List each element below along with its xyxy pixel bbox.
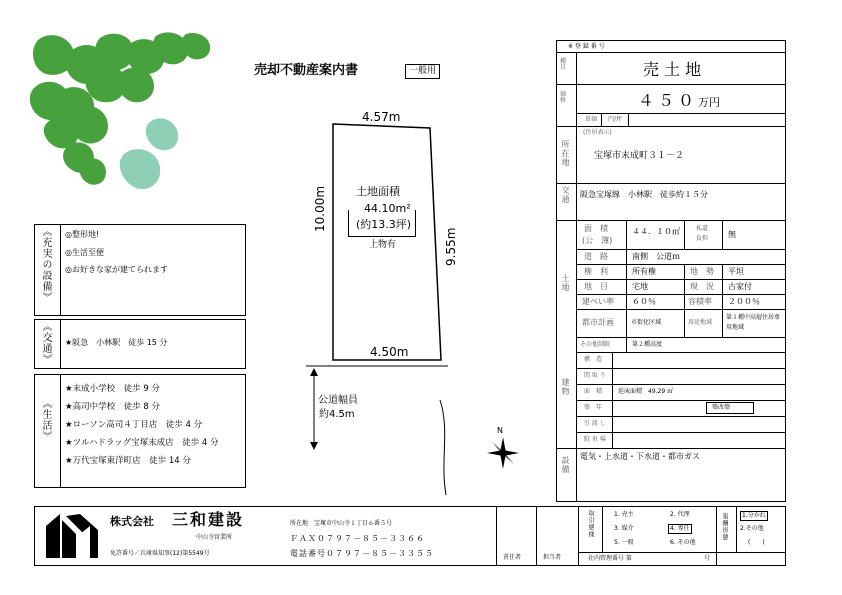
life-item: ★ツルハドラッグ宝塚末成店 徒歩 4 分 [65,438,219,448]
land-value: 古家付 [728,282,752,291]
branch-name: 中山寺営業所 [196,534,233,541]
road-edge [440,400,446,495]
type-value: 売 土 地 [643,60,702,79]
road-label: 公道幅員 [318,395,358,406]
land-value: ２００％ [728,297,760,306]
compass-icon [486,436,520,470]
land-key: 私道負担 [696,225,709,242]
company-fax: ＦＡＸ０７９７－８５－３３６６ [290,534,425,543]
life-title: 《生活》 [40,398,51,442]
land-key: 建ぺい率 [582,297,614,306]
land-key: 面 積 [584,224,608,233]
land-value: ４４．１０㎡ [632,227,680,236]
leaf-decoration [30,30,220,215]
price-unit: 万円 [698,96,720,109]
location-note: (住居表示) [583,129,612,136]
registration-no: ※ 登 録 番 号 [568,43,605,50]
land-key: 容積率 [688,297,712,306]
plot-top-width: 4.57m [362,110,401,124]
plot-bottom-width: 4.50m [370,345,409,359]
price-value: ４５０ [638,91,699,110]
price-label: 価格 [560,91,567,104]
fee-option[interactable]: ( ) [748,539,765,546]
building-key: 引 渡 し [584,420,606,427]
location-label: 所在地 [561,140,570,167]
fee-title: 報酬形態 [721,513,728,541]
trade-option[interactable]: 3. 媒介 [614,525,634,532]
area-tsubo: (約13.3坪) [356,218,412,231]
north-label: N [497,426,503,435]
trade-option[interactable]: 4. 専任 [670,525,690,532]
price-per-tsubo: 円/坪 [608,116,623,123]
trade-option[interactable]: 6. その他 [670,539,696,546]
type-label: 種目 [560,58,567,71]
trade-option[interactable]: 5. 一般 [614,539,634,546]
traffic-label: 交通 [561,186,570,204]
building-key: 築 年 [584,404,603,411]
area-sqm: 44.10m² [364,202,411,215]
land-value: 第１種中高層住居専用地域 [726,314,781,331]
facilities-item: ◎整形地! [65,230,100,239]
building-key: 面 積 [584,388,603,395]
facilities-item: ◎生活至便 [65,248,104,257]
land-value: 市街化区域 [631,319,662,326]
management-suffix: 号 [704,555,711,562]
plot-right-length: 9.55m [444,227,458,266]
road-width: 約4.5m [319,409,355,420]
life-item: ★高司中学校 徒歩 8 分 [65,402,160,412]
trade-option[interactable]: 2. 代理 [670,511,690,518]
document-title: 売却不動産案内書 [254,63,359,78]
location-value: 宝塚市末成町３１－２ [594,151,685,161]
land-key: 地 勢 [690,267,714,276]
management-no: 社内管理番号 第 [588,555,632,562]
land-label: 土地 [561,274,570,292]
land-key: 権 利 [584,267,608,276]
building-value: 延床面積 49.29 ㎡ [618,388,674,395]
land-key: 用途地域 [688,319,713,326]
land-key: 都市計画 [582,318,614,327]
land-value: 平坦 [728,267,744,276]
land-value: 無 [728,230,736,239]
facilities-item: ◎お好きな家が建てられます [65,265,168,274]
company-prefix: 株式会社 [110,515,154,528]
trade-option[interactable]: 1. 売主 [614,511,634,518]
land-value: 所有権 [632,267,656,276]
land-key: 地 目 [584,282,608,291]
company-logo [44,512,100,560]
plot-diagram [290,100,480,500]
staff-label: 担当者 [543,554,562,561]
usage-badge: 一般用 [405,64,440,79]
transport-item: ★阪急 小林駅 徒歩 15 分 [65,338,168,347]
land-value: 第２種高度 [632,341,663,348]
transport-title: 《交通》 [40,321,51,365]
fee-option[interactable]: 2.その他 [740,525,764,532]
land-value: ６０％ [632,297,656,306]
facility-label: 設備 [561,456,570,474]
plot-left-length: 10.00m [313,185,327,232]
life-item: ★ローソン高司４丁目店 徒歩 4 分 [65,420,203,430]
land-key: 現 況 [690,282,714,291]
life-item: ★末成小学校 徒歩 9 分 [65,384,160,394]
structure-note: 上物有 [369,240,397,250]
land-key: (公 簿) [582,236,613,245]
company-tel: 電話番号０７９７－８５－３３５５ [290,549,434,558]
company-address: 所在地 宝塚市中山寺１丁目６番５号 [290,520,393,527]
company-name: 三和建設 [172,510,245,529]
facility-value: 電気・上水道・下水道・都市ガス [580,452,700,461]
land-value: 宅地 [632,282,648,291]
trade-title: 取引態様 [587,510,594,538]
building-key: 駐 車 場 [584,436,606,443]
building-extra: 築改築 [712,404,731,411]
life-item: ★万代宝塚東洋町店 徒歩 14 分 [65,456,191,466]
building-key: 構 造 [584,356,603,363]
land-key: その他制限 [580,341,611,348]
facilities-title: 《充実の設備》 [40,226,51,303]
manager-label: 責任者 [503,554,522,561]
land-value: 南側 公道ｍ [632,252,680,261]
price-unit-label: 単価 [585,116,598,123]
area-label: 土地面積 [356,185,400,198]
building-label: 建物 [561,378,570,396]
fee-option[interactable]: 1.分かれ [742,512,766,519]
traffic-value: 阪急宝塚線 小林駅 徒歩約１５分 [580,190,708,199]
land-key: 道 路 [584,252,608,261]
license-no: 免許番号／兵庫県知事(12)第5549号 [110,550,210,557]
building-key: 間 取 り [584,372,606,379]
